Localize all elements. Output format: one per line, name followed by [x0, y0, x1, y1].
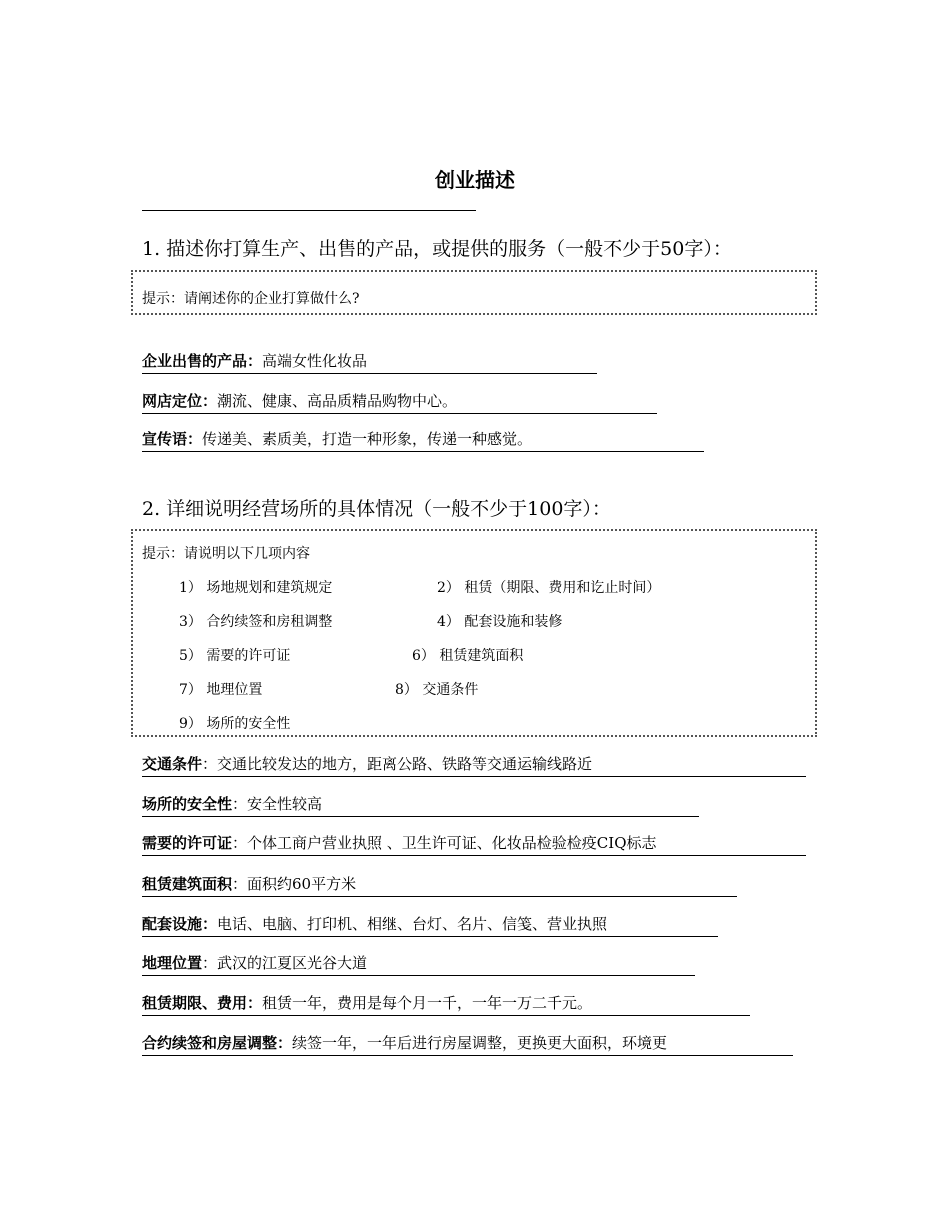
- field-product-value: 高端女性化妆品: [262, 352, 368, 370]
- field-permits-value: ：个体工商户营业执照 、卫生许可证、化妆品检验检疫CIQ标志: [232, 834, 657, 852]
- field-facilities-label: 配套设施：: [142, 915, 218, 933]
- hint-box-1: [131, 270, 817, 315]
- hint-item: 7） 地理位置: [179, 682, 263, 698]
- field-lease: [142, 991, 750, 1016]
- field-permits: [142, 831, 806, 856]
- field-safety-label: 场所的安全性: [142, 795, 233, 813]
- hint-item: 6） 租赁建筑面积: [412, 648, 524, 664]
- field-area: [142, 872, 737, 897]
- field-area-value: ：面积约60平方米: [232, 875, 357, 893]
- hint-item: 4） 配套设施和装修: [437, 614, 563, 630]
- field-renewal-label: 合约续签和房屋调整：: [142, 1034, 293, 1052]
- field-slogan-label: 宣传语：: [142, 430, 203, 448]
- field-lease-value: 租赁一年，费用是每个月一千，一年一万二千元。: [262, 994, 593, 1012]
- question-1: 1. 描述你打算生产、出售的产品，或提供的服务（一般不少于50字）：: [142, 238, 732, 260]
- title-underline: [142, 210, 476, 211]
- hint-item: 5） 需要的许可证: [179, 648, 291, 664]
- hint-box-2: [131, 529, 817, 737]
- field-location: [142, 951, 695, 976]
- field-facilities-value: 电话、电脑、打印机、相继、台灯、名片、信笺、营业执照: [217, 915, 608, 933]
- field-safety-value: ：安全性较高: [232, 795, 323, 813]
- hint-item: 9） 场所的安全性: [179, 716, 291, 732]
- field-lease-label: 租赁期限、费用：: [142, 994, 263, 1012]
- page-title: 创业描述: [435, 168, 515, 192]
- hint-item: 3） 合约续签和房租调整: [179, 614, 333, 630]
- field-product: [142, 349, 597, 374]
- field-location-label: 地理位置: [142, 954, 203, 972]
- hint-text-1: 提示：请阐述你的企业打算做什么?: [142, 291, 360, 307]
- field-renewal: [142, 1031, 793, 1056]
- field-facilities: [142, 912, 718, 937]
- question-2: 2. 详细说明经营场所的具体情况（一般不少于100字）：: [142, 498, 611, 520]
- field-area-label: 租赁建筑面积: [142, 875, 233, 893]
- field-transport: [142, 752, 806, 777]
- field-location-value: ：武汉的江夏区光谷大道: [202, 954, 368, 972]
- field-transport-value: ：交通比较发达的地方，距离公路、铁路等交通运输线路近: [202, 755, 593, 773]
- field-positioning-value: 潮流、健康、高品质精品购物中心。: [217, 392, 458, 410]
- field-product-label: 企业出售的产品：: [142, 352, 263, 370]
- field-slogan: [142, 427, 704, 452]
- hint-title-2: 提示：请说明以下几项内容: [142, 546, 310, 562]
- hint-item: 1） 场地规划和建筑规定: [179, 580, 333, 596]
- field-positioning: [142, 389, 657, 414]
- hint-item: 2） 租赁（期限、费用和讫止时间）: [437, 580, 661, 596]
- field-slogan-value: 传递美、素质美，打造一种形象，传递一种感觉。: [202, 430, 533, 448]
- hint-item: 8） 交通条件: [395, 682, 479, 698]
- field-renewal-value: 续签一年，一年后进行房屋调整，更换更大面积，环境更: [292, 1034, 668, 1052]
- field-safety: [142, 792, 699, 817]
- field-transport-label: 交通条件: [142, 755, 203, 773]
- field-positioning-label: 网店定位：: [142, 392, 218, 410]
- field-permits-label: 需要的许可证: [142, 834, 233, 852]
